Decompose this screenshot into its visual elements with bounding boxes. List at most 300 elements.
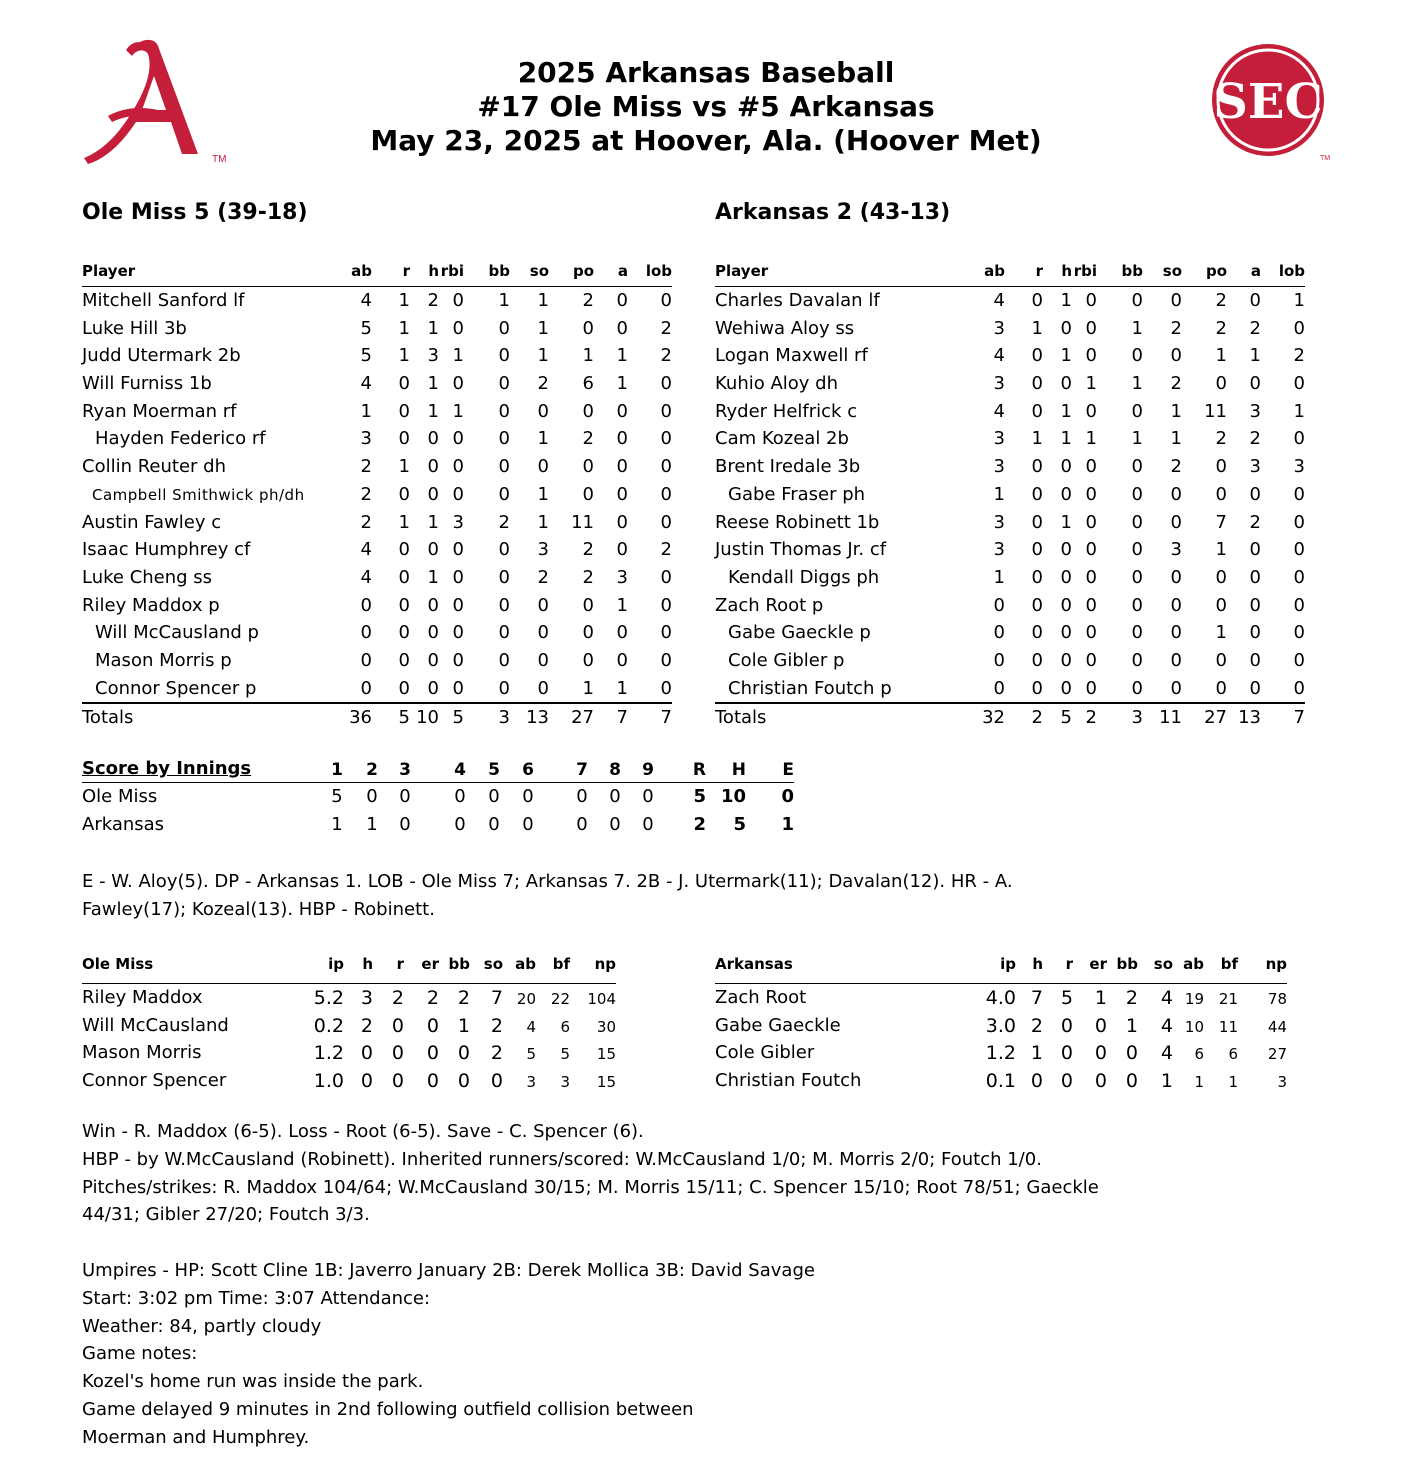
pitcher-stat: 15 bbox=[596, 1073, 616, 1092]
stat-cell: 1 bbox=[398, 511, 410, 533]
stat-cell: 0 bbox=[1060, 622, 1072, 644]
pitcher-stat: 1 bbox=[1125, 1014, 1138, 1037]
stat-column-header: lob bbox=[1278, 262, 1305, 280]
stat-cell: 1 bbox=[1060, 345, 1072, 367]
player-name: Campbell Smithwick ph/dh bbox=[92, 485, 305, 504]
player-row bbox=[82, 564, 672, 592]
stat-cell: 1 bbox=[993, 566, 1005, 588]
stat-cell: 0 bbox=[398, 483, 410, 505]
totals-cell: 13 bbox=[526, 707, 549, 729]
stat-cell: 0 bbox=[660, 456, 672, 478]
pitcher-stat: 3 bbox=[560, 1073, 570, 1092]
stat-cell: 0 bbox=[1131, 539, 1143, 561]
stat-cell: 0 bbox=[1031, 566, 1043, 588]
stat-cell: 0 bbox=[582, 400, 594, 422]
stat-cell: 1 bbox=[1085, 373, 1097, 395]
stat-cell: 0 bbox=[1031, 622, 1043, 644]
stat-cell: 0 bbox=[1293, 428, 1305, 450]
stat-cell: 2 bbox=[660, 317, 672, 339]
stat-cell: 1 bbox=[1249, 345, 1261, 367]
stat-cell: 3 bbox=[993, 428, 1005, 450]
stat-cell: 0 bbox=[1249, 290, 1261, 311]
stat-cell: 0 bbox=[498, 483, 510, 505]
stat-cell: 0 bbox=[498, 428, 510, 450]
game-notes-officials bbox=[82, 1257, 815, 1452]
inning-header: 9 bbox=[642, 760, 654, 780]
stat-column-header: bb bbox=[488, 262, 510, 280]
pitching-column-header: np bbox=[594, 955, 616, 973]
stat-cell: 0 bbox=[1293, 622, 1305, 644]
stat-cell: 1 bbox=[1215, 539, 1227, 561]
stat-cell: 0 bbox=[660, 483, 672, 505]
stat-cell: 1 bbox=[582, 677, 594, 699]
innings-team-name: Ole Miss bbox=[82, 786, 158, 807]
player-name: Zach Root p bbox=[715, 594, 824, 616]
stat-cell: 2 bbox=[427, 290, 439, 311]
stat-cell: 1 bbox=[360, 400, 372, 422]
pitcher-stat: 15 bbox=[596, 1045, 616, 1064]
pitching-column-header: h bbox=[362, 955, 373, 973]
team-title-home: Arkansas 2 (43-13) bbox=[715, 200, 951, 225]
pitcher-stat: 1.2 bbox=[313, 1042, 344, 1065]
stat-cell: 1 bbox=[398, 317, 410, 339]
stat-cell: 0 bbox=[1131, 290, 1143, 311]
pitcher-row bbox=[82, 1039, 616, 1067]
stat-cell: 0 bbox=[660, 290, 672, 311]
stat-cell: 1 bbox=[616, 594, 628, 616]
stat-cell: 0 bbox=[398, 428, 410, 450]
pitcher-name: Cole Gibler bbox=[715, 1042, 815, 1064]
totals-cell: 13 bbox=[1238, 707, 1261, 729]
totals-cell: 2 bbox=[1031, 707, 1043, 729]
pitcher-stat: 0 bbox=[490, 1070, 503, 1093]
stat-cell: 0 bbox=[660, 373, 672, 395]
stat-cell: 1 bbox=[427, 511, 439, 533]
rhe-value: 5 bbox=[733, 814, 746, 835]
stat-cell: 0 bbox=[398, 566, 410, 588]
inning-header: 1 bbox=[331, 760, 343, 780]
player-row bbox=[82, 509, 672, 537]
pitcher-stat: 1.0 bbox=[313, 1070, 344, 1093]
pitcher-stat: 0 bbox=[457, 1042, 470, 1065]
pitcher-stat: 2 bbox=[426, 986, 439, 1009]
pitcher-stat: 3 bbox=[526, 1073, 536, 1092]
stat-cell: 0 bbox=[1249, 649, 1261, 671]
stat-cell: 0 bbox=[398, 400, 410, 422]
pitcher-stat: 5 bbox=[526, 1045, 536, 1064]
batting-header-row bbox=[82, 262, 672, 287]
note-line: Start: 3:02 pm Time: 3:07 Attendance: bbox=[82, 1287, 431, 1309]
stat-cell: 0 bbox=[498, 317, 510, 339]
stat-cell: 0 bbox=[660, 677, 672, 699]
pitcher-name: Zach Root bbox=[715, 986, 807, 1008]
pitcher-stat: 0 bbox=[1060, 1014, 1073, 1037]
player-row bbox=[715, 287, 1305, 315]
player-row bbox=[715, 453, 1305, 481]
stat-cell: 0 bbox=[537, 456, 549, 478]
stat-cell: 0 bbox=[1293, 677, 1305, 699]
pitcher-stat: 1 bbox=[1160, 1070, 1173, 1093]
trademark-mark: TM bbox=[1320, 155, 1331, 162]
pitching-column-header: er bbox=[421, 955, 439, 973]
player-row bbox=[82, 592, 672, 620]
stat-cell: 4 bbox=[993, 400, 1005, 422]
stat-cell: 0 bbox=[1215, 649, 1227, 671]
stat-cell: 0 bbox=[1060, 456, 1072, 478]
stat-cell: 0 bbox=[398, 622, 410, 644]
player-name: Kendall Diggs ph bbox=[728, 566, 880, 588]
pitcher-stat: 4 bbox=[526, 1017, 536, 1036]
batting-box-away bbox=[82, 262, 672, 732]
pitcher-stat: 1 bbox=[1228, 1073, 1238, 1092]
totals-cell: 5 bbox=[398, 707, 410, 729]
player-row bbox=[82, 453, 672, 481]
note-line: Win - R. Maddox (6-5). Loss - Root (6-5). Save - C. Spencer (6). bbox=[82, 1121, 644, 1142]
stat-cell: 7 bbox=[1215, 511, 1227, 533]
stat-cell: 0 bbox=[993, 677, 1005, 699]
stat-cell: 0 bbox=[1060, 594, 1072, 616]
totals-label: Totals bbox=[82, 707, 134, 729]
player-name: Riley Maddox p bbox=[82, 594, 220, 616]
stat-cell: 1 bbox=[582, 345, 594, 367]
stat-cell: 1 bbox=[1060, 428, 1072, 450]
pitcher-stat: 1.2 bbox=[985, 1042, 1016, 1065]
pitcher-row bbox=[715, 984, 1287, 1012]
pitcher-row bbox=[715, 1067, 1287, 1095]
stat-cell: 0 bbox=[398, 373, 410, 395]
player-column-header: Player bbox=[715, 262, 769, 280]
pitcher-stat: 5 bbox=[560, 1045, 570, 1064]
player-name: Cam Kozeal 2b bbox=[715, 428, 849, 450]
pitcher-stat: 0 bbox=[360, 1070, 373, 1093]
stat-cell: 0 bbox=[1215, 456, 1227, 478]
totals-cell: 27 bbox=[571, 707, 594, 729]
stat-cell: 2 bbox=[498, 511, 510, 533]
stat-cell: 1 bbox=[537, 428, 549, 450]
pitcher-stat: 1 bbox=[1030, 1042, 1043, 1065]
stat-cell: 0 bbox=[452, 317, 464, 339]
stat-cell: 0 bbox=[582, 483, 594, 505]
stat-cell: 0 bbox=[1031, 373, 1043, 395]
stat-cell: 0 bbox=[1085, 566, 1097, 588]
stat-cell: 2 bbox=[1293, 345, 1305, 367]
score-by-innings-title: Score by Innings bbox=[82, 758, 252, 779]
header-line-3: May 23, 2025 at Hoover, Ala. (Hoover Met) bbox=[370, 124, 1042, 157]
stat-cell: 1 bbox=[1085, 428, 1097, 450]
player-name: Reese Robinett 1b bbox=[715, 511, 880, 533]
stat-cell: 0 bbox=[1060, 483, 1072, 505]
pitcher-stat: 1 bbox=[1194, 1073, 1204, 1092]
inning-header: 5 bbox=[488, 760, 500, 780]
player-name: Hayden Federico rf bbox=[95, 428, 266, 450]
stat-cell: 1 bbox=[1215, 622, 1227, 644]
stat-cell: 0 bbox=[660, 400, 672, 422]
stat-cell: 0 bbox=[1170, 511, 1182, 533]
stat-cell: 0 bbox=[1031, 483, 1043, 505]
stat-cell: 0 bbox=[616, 290, 628, 311]
player-row bbox=[82, 315, 672, 343]
player-name: Collin Reuter dh bbox=[82, 456, 226, 478]
player-name: Justin Thomas Jr. cf bbox=[715, 539, 887, 561]
stat-cell: 0 bbox=[498, 345, 510, 367]
stat-cell: 1 bbox=[537, 290, 549, 311]
player-row bbox=[715, 481, 1305, 509]
inning-runs: 0 bbox=[399, 814, 411, 835]
note-line: Game delayed 9 minutes in 2nd following outfield collision between bbox=[82, 1398, 694, 1420]
innings-team-row bbox=[82, 811, 794, 839]
stat-column-header: a bbox=[1250, 262, 1261, 280]
pitching-column-header: r bbox=[1065, 955, 1073, 973]
stat-cell: 0 bbox=[360, 677, 372, 699]
note-line: 44/31; Gibler 27/20; Foutch 3/3. bbox=[82, 1204, 370, 1226]
pitcher-stat: 3 bbox=[360, 986, 373, 1009]
inning-runs: 0 bbox=[454, 786, 466, 807]
player-name: Mitchell Sanford lf bbox=[82, 290, 245, 311]
stat-cell: 0 bbox=[1215, 566, 1227, 588]
rhe-value: 0 bbox=[781, 786, 794, 807]
stat-column-header: rbi bbox=[1073, 262, 1097, 280]
stat-cell: 0 bbox=[452, 649, 464, 671]
player-name: Luke Cheng ss bbox=[82, 566, 213, 588]
stat-cell: 0 bbox=[616, 456, 628, 478]
stat-cell: 1 bbox=[1060, 290, 1072, 311]
player-name: Austin Fawley c bbox=[82, 511, 222, 533]
pitcher-stat: 1 bbox=[1094, 986, 1107, 1009]
stat-column-header: po bbox=[1205, 262, 1227, 280]
score-by-innings bbox=[82, 760, 794, 839]
stat-cell: 0 bbox=[1293, 594, 1305, 616]
player-name: Will Furniss 1b bbox=[82, 373, 212, 395]
pitcher-stat: 2 bbox=[391, 986, 404, 1009]
note-line: Fawley(17); Kozeal(13). HBP - Robinett. bbox=[82, 898, 435, 920]
stat-cell: 0 bbox=[452, 373, 464, 395]
player-row bbox=[715, 647, 1305, 675]
sec-logo-text: SEC bbox=[1213, 74, 1323, 130]
stat-cell: 0 bbox=[537, 649, 549, 671]
stat-cell: 2 bbox=[1249, 428, 1261, 450]
stat-cell: 0 bbox=[452, 428, 464, 450]
stat-cell: 0 bbox=[1215, 483, 1227, 505]
stat-cell: 2 bbox=[1249, 317, 1261, 339]
stat-cell: 11 bbox=[1204, 400, 1227, 422]
player-row bbox=[82, 342, 672, 370]
player-row bbox=[715, 536, 1305, 564]
pitcher-row bbox=[82, 984, 616, 1012]
stat-cell: 3 bbox=[1249, 400, 1261, 422]
stat-cell: 1 bbox=[427, 400, 439, 422]
player-row bbox=[715, 619, 1305, 647]
pitching-column-header: bf bbox=[1220, 955, 1238, 973]
header-line-2: #17 Ole Miss vs #5 Arkansas bbox=[477, 90, 935, 123]
player-row bbox=[82, 647, 672, 675]
stat-cell: 0 bbox=[1085, 456, 1097, 478]
innings-team-name: Arkansas bbox=[82, 814, 165, 835]
stat-cell: 0 bbox=[452, 456, 464, 478]
header-line-1: 2025 Arkansas Baseball bbox=[517, 56, 895, 89]
pitching-column-header: er bbox=[1089, 955, 1107, 973]
stat-cell: 0 bbox=[616, 649, 628, 671]
stat-cell: 0 bbox=[427, 539, 439, 561]
stat-cell: 0 bbox=[537, 622, 549, 644]
stat-cell: 0 bbox=[498, 594, 510, 616]
stat-cell: 0 bbox=[660, 622, 672, 644]
pitcher-stat: 2 bbox=[360, 1014, 373, 1037]
stat-cell: 0 bbox=[427, 483, 439, 505]
stat-cell: 1 bbox=[1170, 400, 1182, 422]
stat-cell: 0 bbox=[1170, 594, 1182, 616]
stat-cell: 1 bbox=[1293, 400, 1305, 422]
stat-column-header: r bbox=[1035, 262, 1043, 280]
stat-cell: 2 bbox=[660, 539, 672, 561]
pitching-column-header: ab bbox=[515, 955, 536, 973]
stat-cell: 0 bbox=[660, 511, 672, 533]
pitcher-stat: 0 bbox=[1125, 1042, 1138, 1065]
pitcher-stat: 3 bbox=[1277, 1073, 1287, 1092]
stat-cell: 0 bbox=[398, 649, 410, 671]
stat-cell: 0 bbox=[582, 649, 594, 671]
stat-cell: 0 bbox=[1293, 483, 1305, 505]
stat-cell: 3 bbox=[1249, 456, 1261, 478]
game-notes-batting bbox=[82, 868, 1013, 924]
stat-cell: 0 bbox=[1131, 566, 1143, 588]
stat-cell: 1 bbox=[616, 373, 628, 395]
stat-cell: 0 bbox=[582, 622, 594, 644]
stat-cell: 0 bbox=[1131, 622, 1143, 644]
stat-cell: 0 bbox=[398, 594, 410, 616]
stat-cell: 0 bbox=[360, 622, 372, 644]
stat-cell: 0 bbox=[1249, 483, 1261, 505]
stat-column-header: h bbox=[428, 262, 439, 280]
stat-cell: 1 bbox=[1131, 317, 1143, 339]
stat-cell: 0 bbox=[582, 317, 594, 339]
stat-cell: 3 bbox=[993, 317, 1005, 339]
totals-cell: 32 bbox=[982, 707, 1005, 729]
stat-cell: 1 bbox=[427, 373, 439, 395]
pitcher-stat: 44 bbox=[1267, 1017, 1287, 1036]
stat-cell: 0 bbox=[398, 539, 410, 561]
stat-cell: 0 bbox=[1249, 594, 1261, 616]
pitcher-stat: 0 bbox=[391, 1014, 404, 1037]
stat-cell: 2 bbox=[360, 511, 372, 533]
stat-cell: 0 bbox=[1293, 373, 1305, 395]
inning-header: 2 bbox=[366, 760, 378, 780]
stat-cell: 1 bbox=[427, 317, 439, 339]
stat-cell: 3 bbox=[993, 539, 1005, 561]
stat-cell: 0 bbox=[1249, 677, 1261, 699]
pitcher-stat: 0 bbox=[1094, 1014, 1107, 1037]
inning-runs: 0 bbox=[366, 786, 378, 807]
pitcher-stat: 2 bbox=[1125, 986, 1138, 1009]
stat-cell: 0 bbox=[1085, 511, 1097, 533]
pitcher-stat: 4 bbox=[1160, 1042, 1173, 1065]
stat-cell: 0 bbox=[1293, 649, 1305, 671]
stat-cell: 0 bbox=[498, 649, 510, 671]
stat-cell: 0 bbox=[452, 594, 464, 616]
stat-cell: 1 bbox=[398, 345, 410, 367]
pitcher-stat: 3.0 bbox=[985, 1014, 1016, 1037]
pitching-team-header: Ole Miss bbox=[82, 955, 154, 973]
stat-cell: 1 bbox=[616, 345, 628, 367]
totals-cell: 11 bbox=[1159, 707, 1182, 729]
stat-cell: 0 bbox=[1131, 400, 1143, 422]
pitcher-stat: 2 bbox=[490, 1014, 503, 1037]
pitcher-stat: 2 bbox=[490, 1042, 503, 1065]
pitcher-stat: 22 bbox=[550, 989, 570, 1008]
pitcher-stat: 4.0 bbox=[985, 986, 1016, 1009]
team-title-away: Ole Miss 5 (39-18) bbox=[82, 200, 308, 225]
player-row bbox=[715, 564, 1305, 592]
stat-cell: 0 bbox=[1085, 317, 1097, 339]
stat-cell: 1 bbox=[1060, 400, 1072, 422]
stat-cell: 0 bbox=[582, 456, 594, 478]
stat-cell: 1 bbox=[427, 566, 439, 588]
stat-cell: 0 bbox=[1085, 400, 1097, 422]
pitcher-stat: 0 bbox=[1030, 1070, 1043, 1093]
batting-box-home bbox=[715, 262, 1305, 732]
stat-cell: 0 bbox=[452, 290, 464, 311]
pitcher-name: Mason Morris bbox=[82, 1042, 202, 1064]
stat-cell: 1 bbox=[537, 511, 549, 533]
batting-header-row bbox=[715, 262, 1305, 287]
stat-cell: 3 bbox=[1170, 539, 1182, 561]
inning-runs: 1 bbox=[331, 814, 343, 835]
stat-cell: 1 bbox=[993, 483, 1005, 505]
inning-runs: 0 bbox=[609, 786, 621, 807]
player-row bbox=[715, 370, 1305, 398]
pitcher-stat: 5 bbox=[1060, 986, 1073, 1009]
stat-cell: 1 bbox=[1060, 511, 1072, 533]
stat-cell: 0 bbox=[1031, 290, 1043, 311]
stat-cell: 0 bbox=[498, 566, 510, 588]
pitcher-stat: 0 bbox=[391, 1042, 404, 1065]
stat-cell: 0 bbox=[993, 649, 1005, 671]
note-line: Moerman and Humphrey. bbox=[82, 1426, 310, 1448]
stat-cell: 0 bbox=[1031, 677, 1043, 699]
stat-column-header: so bbox=[1162, 262, 1182, 280]
pitcher-stat: 0.1 bbox=[985, 1070, 1016, 1093]
stat-cell: 1 bbox=[1131, 428, 1143, 450]
stat-cell: 0 bbox=[1131, 456, 1143, 478]
stat-cell: 0 bbox=[616, 511, 628, 533]
stat-cell: 0 bbox=[1131, 594, 1143, 616]
pitcher-name: Gabe Gaeckle bbox=[715, 1014, 841, 1036]
inning-header: 7 bbox=[576, 760, 588, 780]
pitcher-stat: 0 bbox=[391, 1070, 404, 1093]
stat-cell: 0 bbox=[360, 649, 372, 671]
stat-cell: 2 bbox=[582, 539, 594, 561]
pitcher-row bbox=[715, 1012, 1287, 1040]
inning-header: 6 bbox=[522, 760, 534, 780]
stat-cell: 0 bbox=[427, 428, 439, 450]
stat-cell: 11 bbox=[571, 511, 594, 533]
stat-cell: 4 bbox=[360, 373, 372, 395]
player-name: Isaac Humphrey cf bbox=[82, 539, 251, 561]
stat-column-header: h bbox=[1061, 262, 1072, 280]
pitcher-stat: 0.2 bbox=[313, 1014, 344, 1037]
stat-cell: 2 bbox=[582, 428, 594, 450]
pitcher-stat: 0 bbox=[426, 1042, 439, 1065]
player-row bbox=[82, 619, 672, 647]
stat-cell: 0 bbox=[616, 483, 628, 505]
stat-cell: 0 bbox=[452, 483, 464, 505]
stat-cell: 0 bbox=[1085, 483, 1097, 505]
pitcher-stat: 30 bbox=[596, 1017, 616, 1036]
player-name: Logan Maxwell rf bbox=[715, 345, 868, 367]
stat-cell: 0 bbox=[1031, 649, 1043, 671]
note-line: Weather: 84, partly cloudy bbox=[82, 1315, 322, 1337]
stat-cell: 0 bbox=[1031, 345, 1043, 367]
pitcher-stat: 0 bbox=[457, 1070, 470, 1093]
